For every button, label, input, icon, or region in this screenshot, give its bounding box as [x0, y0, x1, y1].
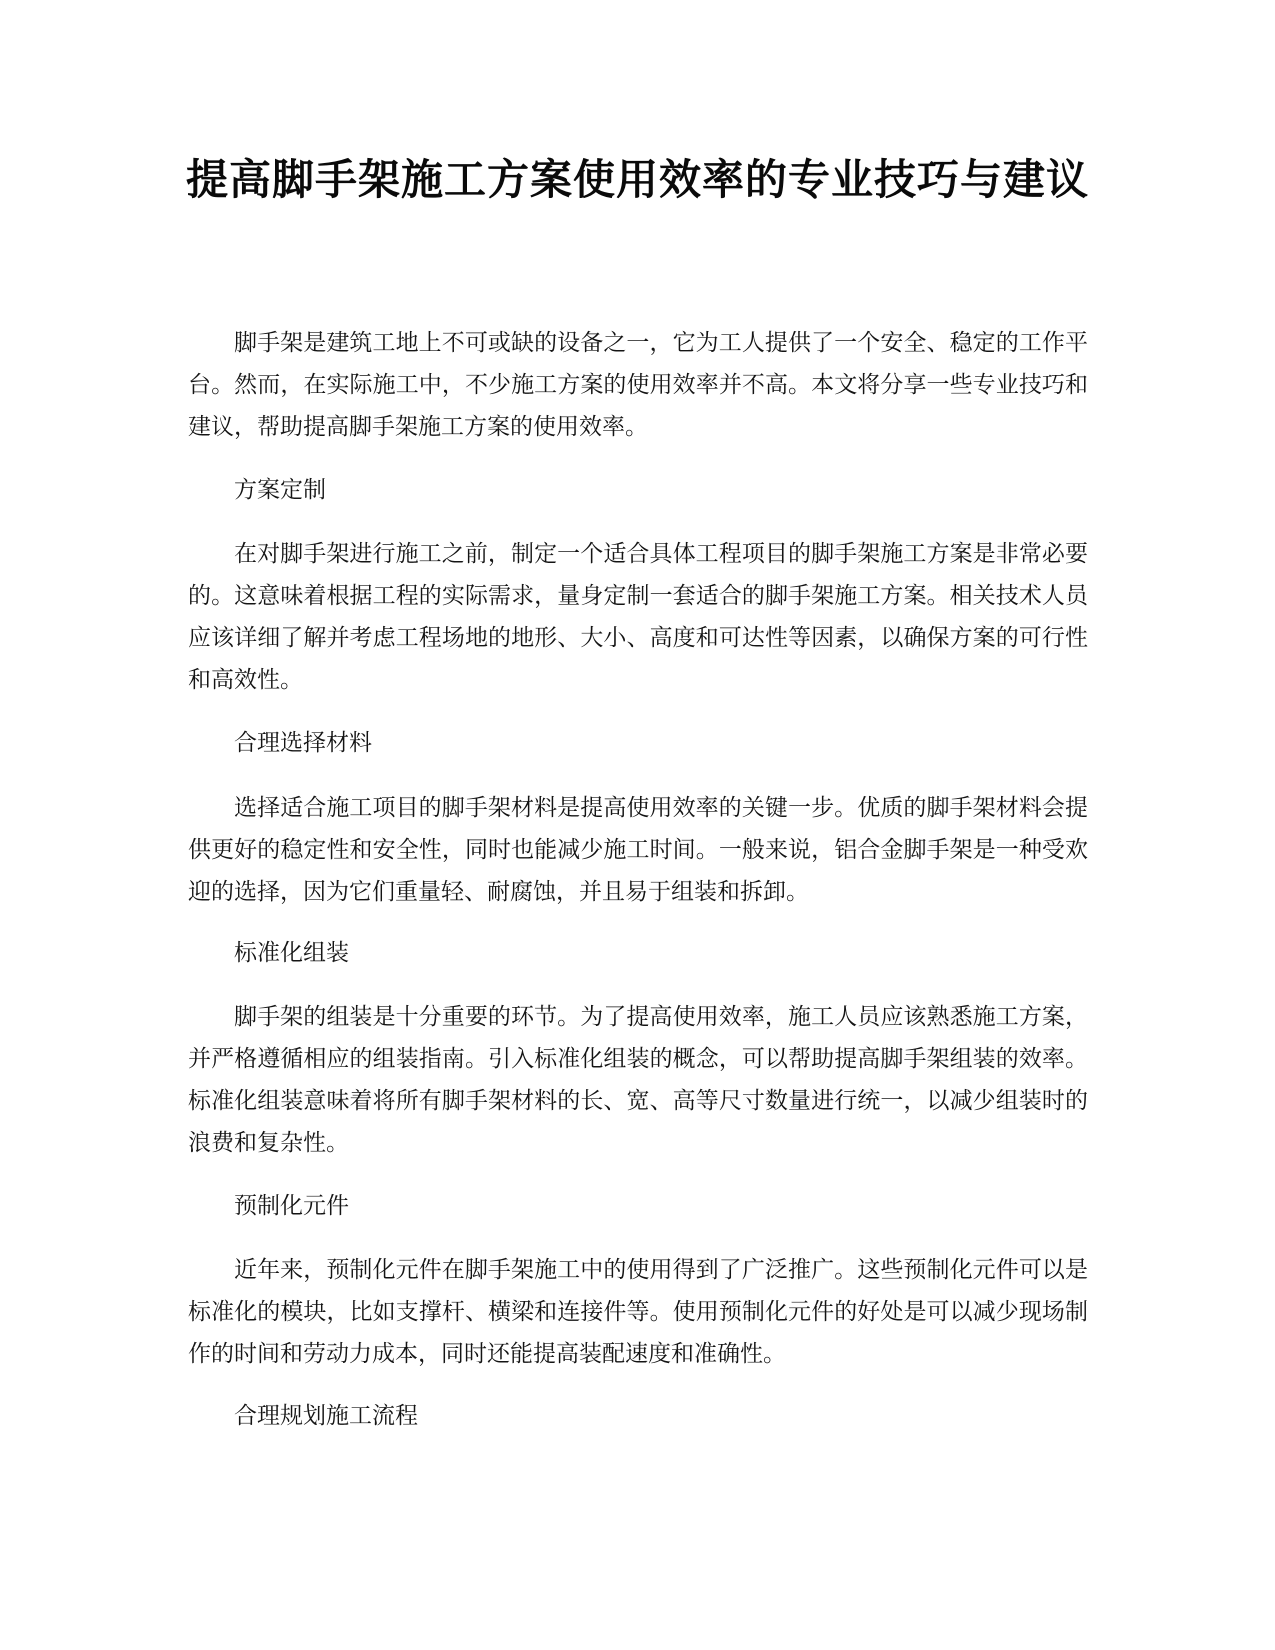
section-heading-prefabricated-components: 预制化元件	[234, 1193, 349, 1219]
intro-paragraph: 脚手架是建筑工地上不可或缺的设备之一，它为工人提供了一个安全、稳定的工作平台。然而，在实际施工中，不少施工方案的使用效率并不高。本文将分享一些专业技巧和建议，帮助提高脚手架施工方案的使用效率。	[188, 330, 1088, 440]
document-title: 提高脚手架施工方案使用效率的专业技巧与建议	[185, 155, 1089, 204]
section-heading-material-selection: 合理选择材料	[234, 730, 372, 756]
section-heading-standardized-assembly: 标准化组装	[234, 940, 349, 966]
section-paragraph-plan-customization: 在对脚手架进行施工之前，制定一个适合具体工程项目的脚手架施工方案是非常必要的。这意味着根据工程的实际需求，量身定制一套适合的脚手架施工方案。相关技术人员应该详细了解并考虑工程场地的地形、大小、高度和可达性等因素，以确保方案的可行性和高效性。	[188, 541, 1088, 693]
section-paragraph-material-selection: 选择适合施工项目的脚手架材料是提高使用效率的关键一步。优质的脚手架材料会提供更好的稳定性和安全性，同时也能减少施工时间。一般来说，铝合金脚手架是一种受欢迎的选择，因为它们重量轻、耐腐蚀，并且易于组装和拆卸。	[188, 795, 1088, 905]
section-paragraph-standardized-assembly: 脚手架的组装是十分重要的环节。为了提高使用效率，施工人员应该熟悉施工方案，并严格遵循相应的组装指南。引入标准化组装的概念，可以帮助提高脚手架组装的效率。标准化组装意味着将所有脚手架材料的长、宽、高等尺寸数量进行统一，以减少组装时的浪费和复杂性。	[188, 1004, 1088, 1156]
section-paragraph-prefabricated-components: 近年来，预制化元件在脚手架施工中的使用得到了广泛推广。这些预制化元件可以是标准化的模块，比如支撑杆、横梁和连接件等。使用预制化元件的好处是可以减少现场制作的时间和劳动力成本，同时还能提高装配速度和准确性。	[188, 1257, 1088, 1367]
section-heading-plan-customization: 方案定制	[234, 477, 326, 503]
section-heading-construction-workflow: 合理规划施工流程	[234, 1403, 418, 1429]
